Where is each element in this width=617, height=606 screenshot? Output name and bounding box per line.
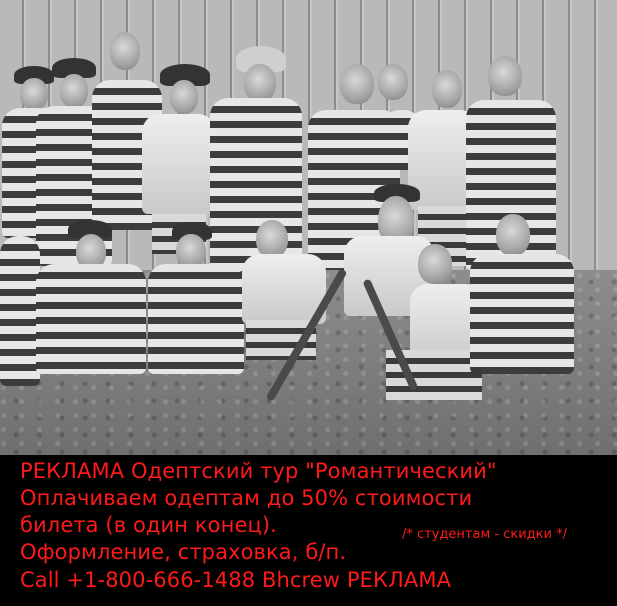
ad-line-3: билета (в один конец).: [20, 513, 277, 537]
ad-discount-note: /* студентам - скидки */: [402, 527, 567, 542]
ad-line-5: Call +1-800-666-1488 Bhcrew РЕКЛАМА: [20, 568, 452, 592]
advertisement-banner: [0, 455, 617, 606]
ad-line-4: Оформление, страховка, б/п.: [20, 540, 347, 564]
ad-line-1: РЕКЛАМА Одептский тур "Романтический": [20, 459, 497, 483]
ad-line-2: Оплачиваем одептам до 50% стоимости: [20, 486, 473, 510]
